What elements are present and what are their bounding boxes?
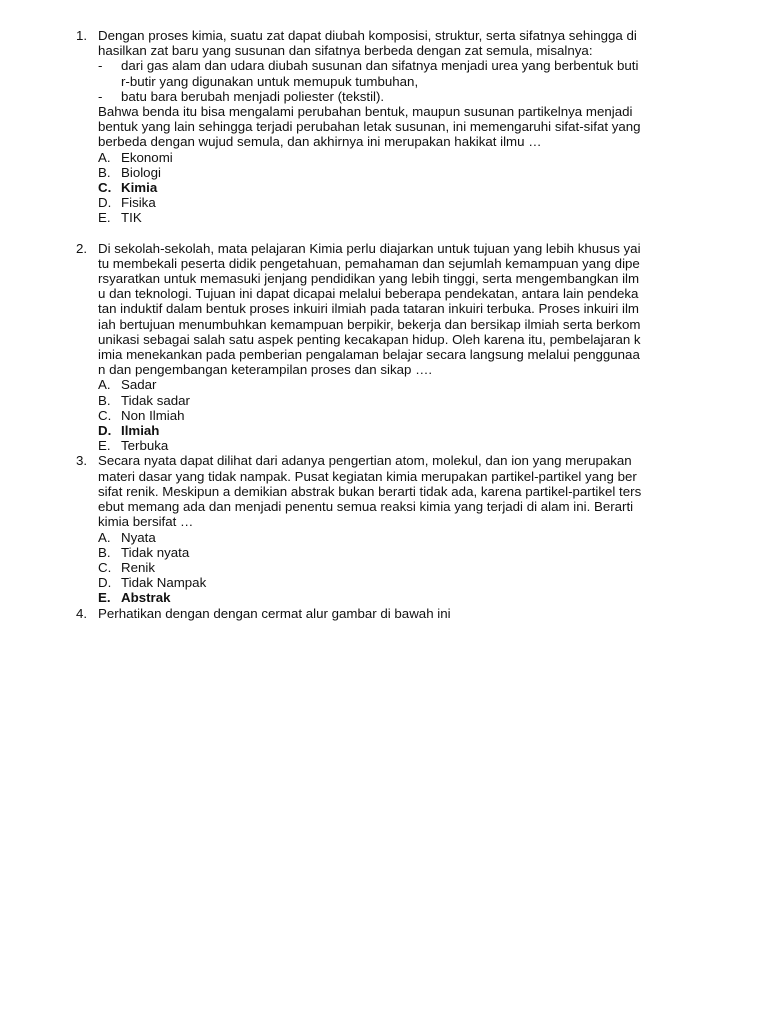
answer-option-b[interactable] xyxy=(98,393,716,408)
option-letter: E. xyxy=(98,590,111,606)
question-text-line: tan induktif dalam bentuk proses inkuiri ilmiah pada tataran inkuiri terbuka. Proses inkuiri ilm xyxy=(98,301,639,317)
question-text-line: Dengan proses kimia, suatu zat dapat diubah komposisi, struktur, serta sifatnya sehingga di xyxy=(98,28,637,43)
option-letter: A. xyxy=(98,377,111,393)
answer-option-a[interactable] xyxy=(98,150,716,165)
question-text-line: u dan teknologi. Tujuan ini dapat dicapai melalui beberapa pendekatan, antara lain pendeka xyxy=(98,286,639,302)
bullet-dash: - xyxy=(98,58,103,74)
option-letter: E. xyxy=(98,438,111,454)
question-text-line: Perhatikan dengan dengan cermat alur gambar di bawah ini xyxy=(98,605,451,621)
question-text-line: Secara nyata dapat dilihat dari adanya pengertian atom, molekul, dan ion yang merupakan xyxy=(98,453,632,469)
answer-option-c[interactable] xyxy=(98,560,716,575)
option-text: Sadar xyxy=(121,377,157,393)
option-text: Tidak sadar xyxy=(121,392,190,408)
answer-option-b[interactable] xyxy=(98,165,716,180)
option-text: Kimia xyxy=(121,180,158,196)
answer-option-a[interactable] xyxy=(98,377,716,392)
option-text: Fisika xyxy=(121,195,156,211)
bullet-item xyxy=(98,58,716,88)
answer-option-a[interactable] xyxy=(98,530,716,545)
option-letter: D. xyxy=(98,423,112,439)
bullet-text-line: dari gas alam dan udara diubah susunan dan sifatnya menjadi urea yang berbentuk buti xyxy=(121,58,639,74)
option-text: Terbuka xyxy=(121,438,169,454)
question-text-line: Bahwa benda itu bisa mengalami perubahan bentuk, maupun susunan partikelnya menjadi xyxy=(98,104,633,120)
question-text-line: rsyaratkan untuk memasuki jenjang pendidikan yang lebih tinggi, serta mengembangkan ilm xyxy=(98,271,640,287)
option-letter: D. xyxy=(98,195,112,211)
answer-option-b[interactable] xyxy=(98,545,716,560)
question-text-line: n dan pengembangan keterampilan proses dan sikap …. xyxy=(98,362,433,378)
option-text: Ekonomi xyxy=(121,149,173,165)
question-text-line: materi dasar yang tidak nampak. Pusat kegiatan kimia merupakan partikel-partikel yang ber xyxy=(98,468,637,484)
option-letter: D. xyxy=(98,575,112,591)
bullet-dash: - xyxy=(98,88,103,104)
question-text-line: berbeda dengan wujud semula, dan akhirnya ini merupakan hakikat ilmu … xyxy=(98,134,542,150)
question-number: 2. xyxy=(76,240,88,256)
question-sheet xyxy=(0,28,768,621)
option-letter: C. xyxy=(98,407,112,423)
option-text: Tidak nyata xyxy=(121,544,190,560)
option-letter: B. xyxy=(98,544,111,560)
question-text-line: unikasi sebagai salah satu aspek penting kecakapan hidup. Oleh karena itu, pembelajaran k xyxy=(98,331,641,347)
question-text-line: bentuk yang lain sehingga terjadi perubahan letak susunan, ini memengaruhi sifat-sifat yang xyxy=(98,119,641,135)
option-letter: B. xyxy=(98,164,111,180)
option-text: Tidak Nampak xyxy=(121,575,207,591)
question-3 xyxy=(0,453,768,605)
answer-option-d[interactable] xyxy=(98,575,716,590)
spacer xyxy=(0,226,768,241)
option-letter: C. xyxy=(98,180,112,196)
question-text-line: imia menekankan pada pemberian pengalaman belajar secara langsung melalui penggunaa xyxy=(98,347,640,363)
bullet-text-line: batu bara berubah menjadi poliester (tekstil). xyxy=(121,88,385,104)
option-letter: A. xyxy=(98,149,111,165)
option-letter: C. xyxy=(98,559,112,575)
question-text-line: hasilkan zat baru yang susunan dan sifatnya berbeda dengan zat semula, misalnya: xyxy=(98,43,593,59)
question-text-line: sifat renik. Meskipun a demikian abstrak bukan berarti tidak ada, karena partikel-partikel ters xyxy=(98,483,642,499)
option-letter: B. xyxy=(98,392,111,408)
answer-option-d[interactable] xyxy=(98,423,716,438)
answer-option-c[interactable] xyxy=(98,180,716,195)
option-text: Biologi xyxy=(121,164,161,180)
option-letter: E. xyxy=(98,210,111,226)
option-text: TIK xyxy=(121,210,142,226)
option-text: Renik xyxy=(121,559,155,575)
question-text-line: ebut memang ada dan menjadi penentu semua reaksi kimia yang terjadi di alam ini. Berarti xyxy=(98,499,634,515)
bullet-item xyxy=(98,89,716,104)
question-number: 1. xyxy=(76,28,88,43)
answer-option-d[interactable] xyxy=(98,195,716,210)
question-number: 3. xyxy=(76,453,88,469)
question-1 xyxy=(0,28,768,226)
question-number: 4. xyxy=(76,605,88,621)
option-text: Non Ilmiah xyxy=(121,407,185,423)
answer-option-e[interactable] xyxy=(98,590,716,605)
option-text: Abstrak xyxy=(121,590,171,606)
option-text: Nyata xyxy=(121,529,156,545)
question-text-line: kimia bersifat … xyxy=(98,514,194,530)
answer-option-e[interactable] xyxy=(98,438,716,453)
question-4 xyxy=(0,606,768,621)
answer-option-e[interactable] xyxy=(98,210,716,225)
question-text-line: tu membekali peserta didik pengetahuan, pemahaman dan sejumlah kemampuan yang dipe xyxy=(98,255,640,271)
option-letter: A. xyxy=(98,529,111,545)
bullet-text-line: r-butir yang digunakan untuk memupuk tumbuhan, xyxy=(121,73,419,89)
option-text: Ilmiah xyxy=(121,423,160,439)
question-text-line: iah bertujuan menumbuhkan kemampuan berpikir, bekerja dan bersikap ilmiah serta berkom xyxy=(98,316,641,332)
question-2 xyxy=(0,241,768,454)
answer-option-c[interactable] xyxy=(98,408,716,423)
question-text-line: Di sekolah-sekolah, mata pelajaran Kimia perlu diajarkan untuk tujuan yang lebih khusus yai xyxy=(98,240,641,256)
